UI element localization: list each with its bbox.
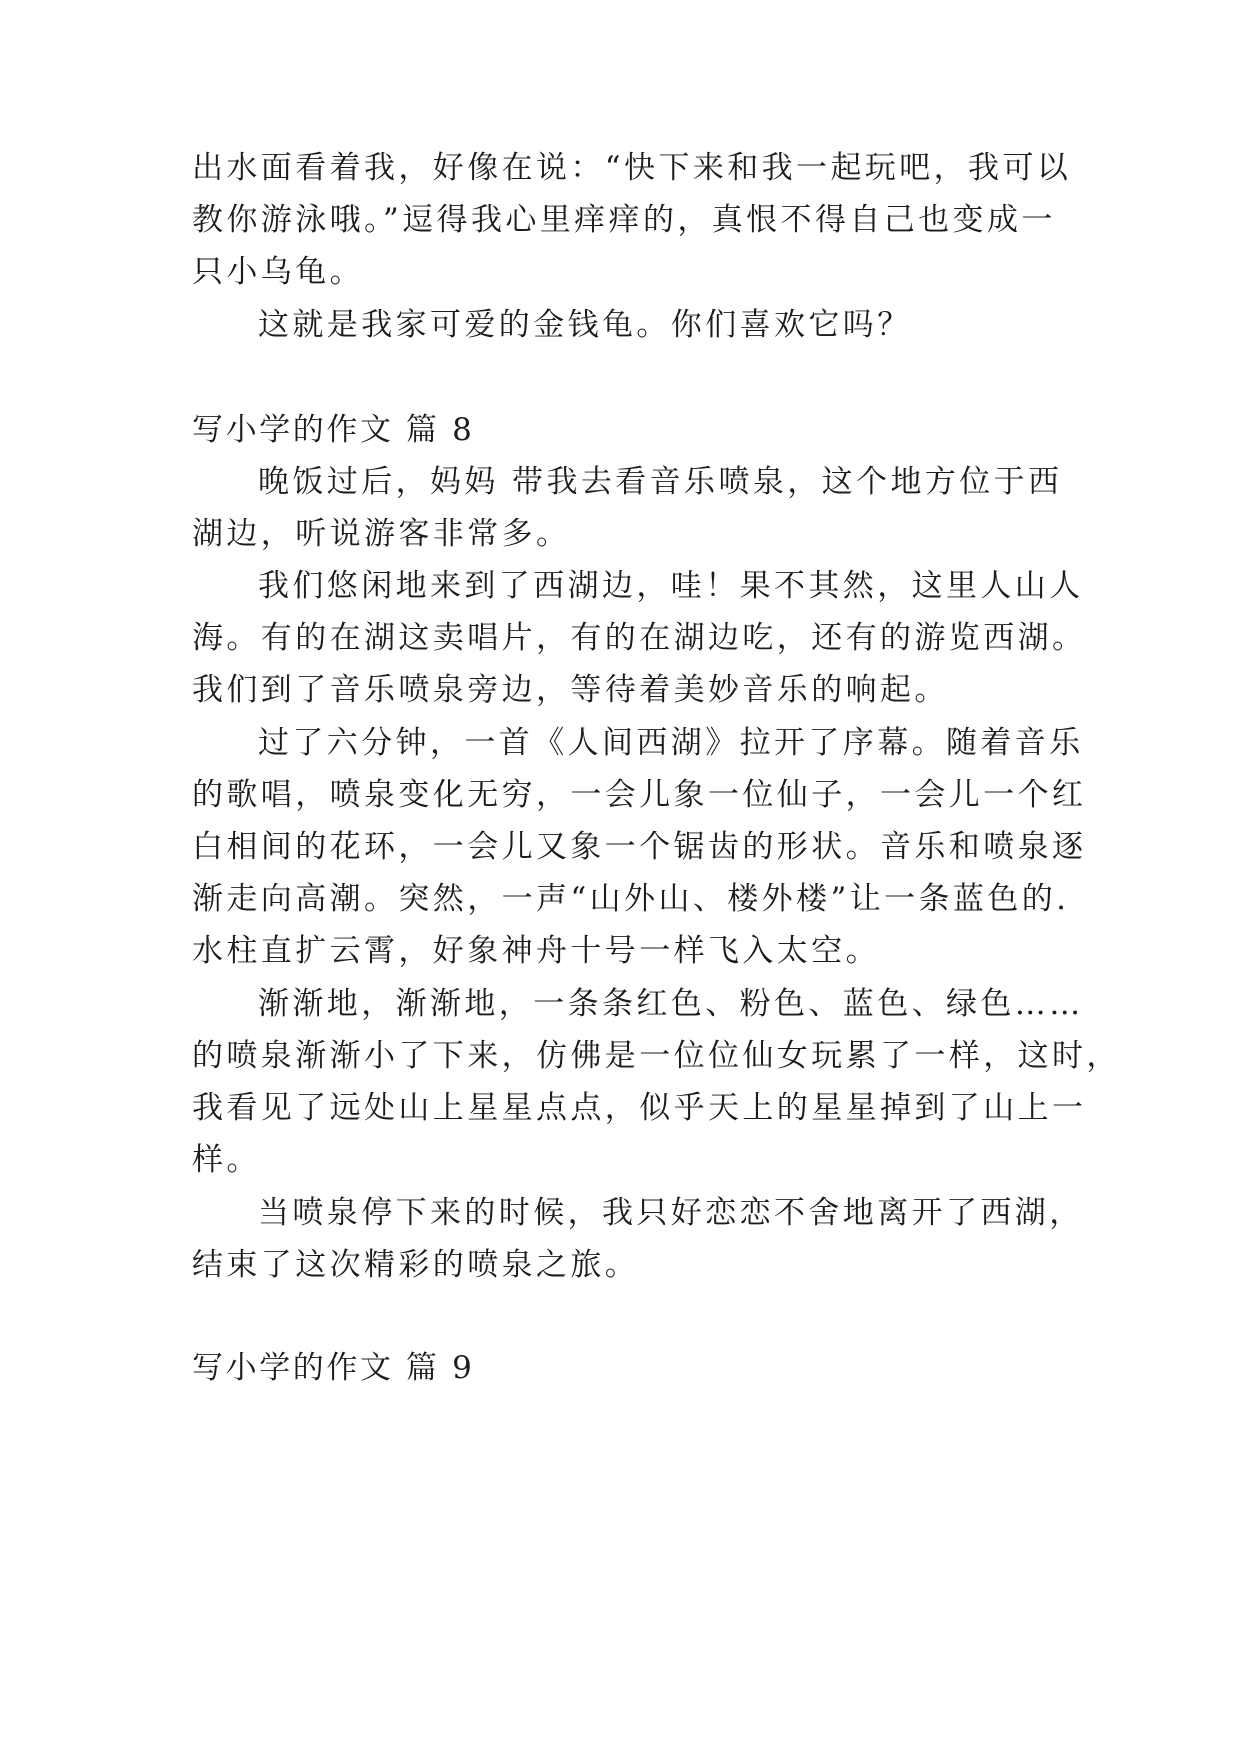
paragraph-line: 渐渐地，渐渐地，一条条红色、粉色、蓝色、绿色…… <box>258 986 1084 1022</box>
paragraph-line: 湖边，听说游客非常多。 <box>192 516 571 552</box>
paragraph-line: 的喷泉渐渐小了下来，仿佛是一位位仙女玩累了一样，这时， <box>192 1038 1121 1074</box>
paragraph-line: 的歌唱，喷泉变化无穷，一会儿象一位仙子，一会儿一个红 <box>192 777 1087 813</box>
paragraph-line: 这就是我家可爱的金钱龟。你们喜欢它吗？ <box>258 307 912 343</box>
paragraph-line: 结束了这次精彩的喷泉之旅。 <box>192 1247 640 1283</box>
paragraph-line: 过了六分钟，一首《人间西湖》拉开了序幕。随着音乐 <box>258 725 1084 761</box>
paragraph-line: 我看见了远处山上星星点点，似乎天上的星星掉到了山上一 <box>192 1090 1087 1126</box>
paragraph-line: 教你游泳哦。”逗得我心里痒痒的，真恨不得自己也变成一 <box>192 202 1056 238</box>
paragraph-line: 出水面看着我，好像在说：“快下来和我一起玩吧，我可以 <box>192 150 1072 186</box>
section-heading: 写小学的作文 篇 8 <box>192 412 475 448</box>
paragraph-line: 水柱直扩云霄，好象神舟十号一样飞入太空。 <box>192 933 880 969</box>
paragraph-line: 我们到了音乐喷泉旁边，等待着美妙音乐的响起。 <box>192 672 949 708</box>
paragraph-line: 晚饭过后，妈妈 带我去看音乐喷泉，这个地方位于西 <box>258 464 1063 500</box>
paragraph-line: 渐走向高潮。突然，一声“山外山、楼外楼”让一条蓝色的. <box>192 881 1070 917</box>
paragraph-line: 我们悠闲地来到了西湖边，哇！果不其然，这里人山人 <box>258 568 1084 604</box>
section-heading: 写小学的作文 篇 9 <box>192 1350 475 1386</box>
paragraph-line: 当喷泉停下来的时候，我只好恋恋不舍地离开了西湖， <box>258 1195 1084 1231</box>
paragraph-line: 只小乌龟。 <box>192 254 364 290</box>
paragraph-line: 样。 <box>192 1142 261 1178</box>
paragraph-line: 白相间的花环，一会儿又象一个锯齿的形状。音乐和喷泉逐 <box>192 829 1087 865</box>
paragraph-line: 海。有的在湖这卖唱片，有的在湖边吃，还有的游览西湖。 <box>192 620 1087 656</box>
